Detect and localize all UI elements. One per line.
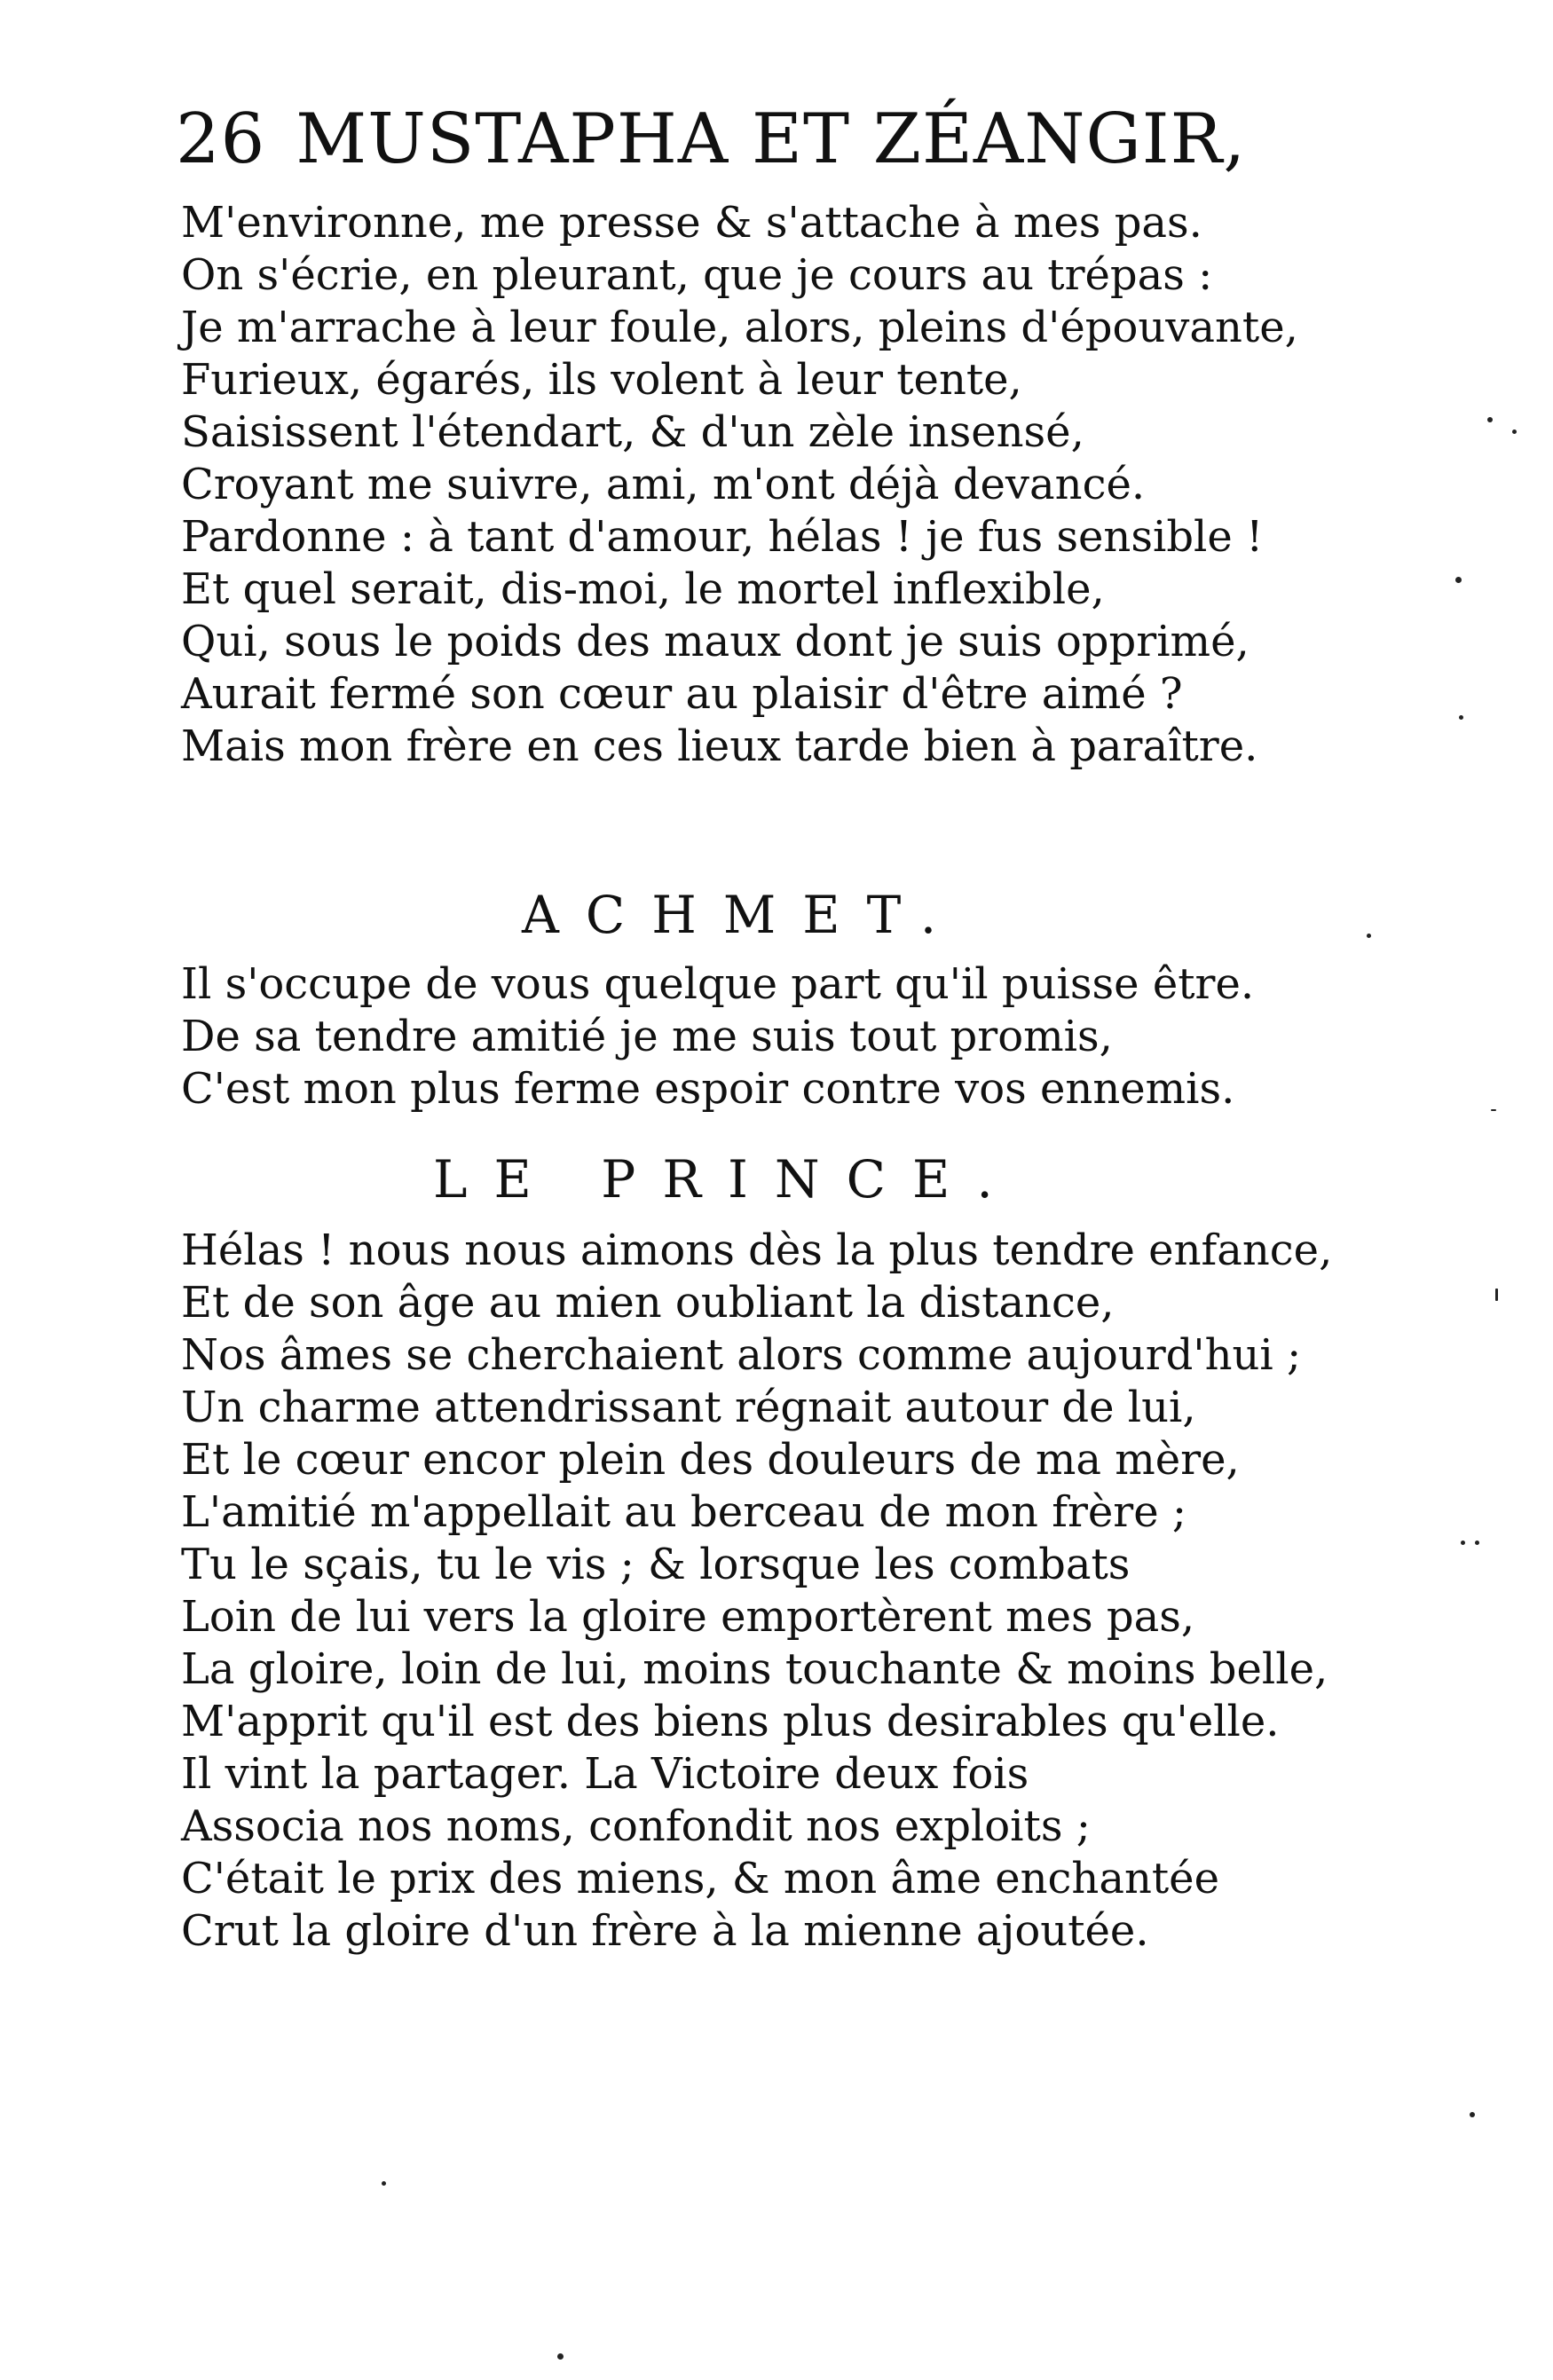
verse-line: La gloire, loin de lui, moins touchante & moins belle, [181, 1644, 1328, 1694]
verse-line: Associa nos noms, confondit nos exploits ; [181, 1801, 1091, 1851]
verse-line: On s'écrie, en pleurant, que je cours au trépas : [181, 250, 1213, 300]
scan-speck [1459, 715, 1463, 720]
verse-line: C'était le prix des miens, & mon âme enchantée [181, 1854, 1219, 1903]
scan-speck [557, 2353, 564, 2360]
scan-speck [1470, 2112, 1475, 2117]
running-header [176, 99, 1247, 179]
scan-speck [1487, 417, 1493, 422]
verse-line: Qui, sous le poids des maux dont je suis opprimé, [181, 617, 1249, 666]
verse-line: Crut la gloire d'un frère à la mienne ajoutée. [181, 1906, 1149, 1956]
scan-speck [1512, 430, 1517, 434]
verse-line: C'est mon plus ferme espoir contre vos ennemis. [181, 1064, 1235, 1114]
verse-line: M'apprit qu'il est des biens plus desirables qu'elle. [181, 1697, 1280, 1746]
verse-line: Nos âmes se cherchaient alors comme aujourd'hui ; [181, 1330, 1302, 1380]
scan-speck [1461, 1541, 1465, 1545]
verse-line: Mais mon frère en ces lieux tarde bien à paraître. [181, 721, 1258, 771]
scan-speck [1455, 577, 1462, 583]
verse-line: Il vint la partager. La Victoire deux fois [181, 1749, 1029, 1799]
verse-line: L'amitié m'appellait au berceau de mon frère ; [181, 1487, 1187, 1537]
verse-line: Pardonne : à tant d'amour, hélas ! je fus sensible ! [181, 512, 1264, 562]
speaker-name: ACHMET. [522, 885, 964, 945]
running-title: MUSTAPHA ET ZÉANGIR, [296, 99, 1247, 179]
page-number: 26 [176, 99, 266, 179]
verse-line: Je m'arrache à leur foule, alors, pleins d'épouvante, [181, 303, 1298, 352]
verse-line: Saisissent l'étendart, & d'un zèle insensé, [181, 407, 1084, 457]
verse-line: Croyant me suivre, ami, m'ont déjà devancé. [181, 460, 1146, 509]
verse-line: Loin de lui vers la gloire emportèrent mes pas, [181, 1592, 1195, 1642]
verse-block [181, 1225, 1335, 1958]
verse-line: Et le cœur encor plein des douleurs de ma mère, [181, 1435, 1240, 1485]
verse-line: De sa tendre amitié je me suis tout promis, [181, 1012, 1113, 1061]
verse-line: Furieux, égarés, ils volent à leur tente, [181, 355, 1022, 405]
scan-speck [1475, 1541, 1479, 1545]
scan-speck [1367, 934, 1371, 938]
verse-line: Un charme attendrissant régnait autour de lui, [181, 1383, 1196, 1432]
verse-line: M'environne, me presse & s'attache à mes pas. [181, 198, 1202, 248]
speaker-name: LE PRINCE. [433, 1149, 1020, 1210]
verse-block [181, 958, 1335, 1115]
scan-speck [1495, 1289, 1498, 1301]
verse-line: Aurait fermé son cœur au plaisir d'être aimé ? [181, 669, 1183, 719]
verse-line: Tu le sçais, tu le vis ; & lorsque les combats [181, 1540, 1131, 1589]
verse-line: Et de son âge au mien oubliant la distance, [181, 1278, 1115, 1328]
scan-speck [382, 2181, 386, 2186]
verse-line: Et quel serait, dis-moi, le mortel inflexible, [181, 564, 1105, 614]
verse-line: Il s'occupe de vous quelque part qu'il puisse être. [181, 959, 1255, 1009]
verse-line: Hélas ! nous nous aimons dès la plus tendre enfance, [181, 1225, 1333, 1275]
verse-block [181, 197, 1335, 773]
scan-speck [1491, 1109, 1496, 1111]
